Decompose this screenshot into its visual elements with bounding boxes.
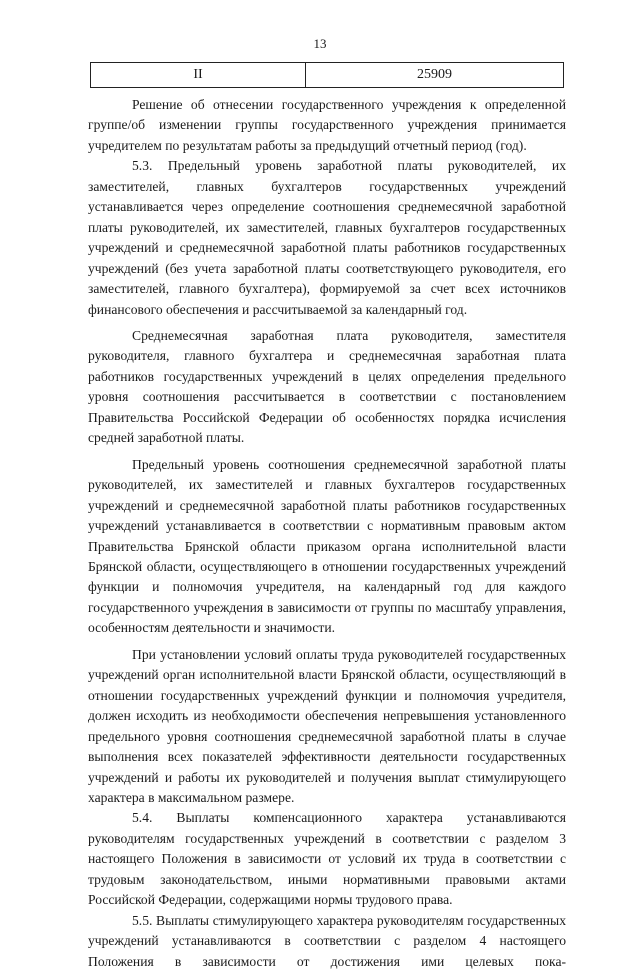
paragraph-conditions: При установлении условий оплаты труда руководителей государственных учреждений орган исполнительной власти Брянской области, осуществляющий в отношении государственных учреждений функции и полномочия учредителя, должен исходить из необходимости обеспечения непревышения установленного предельного уровня соотношения среднемесячной заработной платы в случае выполнения всех показателей эффективности деятельности государственных учреждений и работы их руководителей и получения выплат стимулирующего характера в максимальном размере. [88, 646, 566, 805]
group-cell: II [91, 63, 306, 88]
paragraph-5-3: 5.3. Предельный уровень заработной платы руководителей, их заместителей, главных бухгалтеров государственных учреждений устанавливается через определение соотношения среднемесячной заработной платы руководителей, их заместителей, главных бухгалтеров государственных учреждений и среднемесячной заработной платы работников государственных учреждений (без учета заработной платы соответствующего руководителя, его заместителей, главного бухгалтера), формируемой за счет всех источников финансового обеспечения и рассчитываемой за календарный год. [88, 158, 566, 317]
paragraph-5-4: 5.4. Выплаты компенсационного характера устанавливаются руководителям государственных учреждений в соответствии с разделом 3 настоящего Положения в зависимости от условий их труда в соответствии с трудовым законодательством, иными нормативными правовыми актами Российской Федерации, содержащими нормы трудового права. [88, 810, 566, 908]
group-table [90, 62, 564, 88]
paragraph-5-5: 5.5. Выплаты стимулирующего характера руководителям государственных учреждений устанавливаются в соответствии с разделом 4 настоящего Положения в зависимости от достижения ими целевых пока- [88, 912, 566, 969]
value-cell: 25909 [306, 63, 564, 88]
paragraph-average-salary: Среднемесячная заработная плата руководителя, заместителя руководителя, главного бухгалтера и среднемесячная заработная плата работников государственных учреждений в целях определения предельного уровня соотношения рассчитывается в соответствии с постановлением Правительства Российской Федерации об особенностях порядка исчисления средней заработной платы. [88, 327, 566, 446]
paragraph-ratio-limit: Предельный уровень соотношения среднемесячной заработной платы руководителей, их заместителей и главных бухгалтеров государственных учреждений и среднемесячной заработной платы работников государственных учреждений устанавливается в соответствии с нормативным правовым актом Правительства Брянской области приказом органа исполнительной власти Брянской области, осуществляющего в отношении государственных учреждений функции и полномочия учредителя, на календарный год для каждого государственного учреждения в зависимости от группы по масштабу управления, особенностям деятельности и значимости. [88, 456, 566, 636]
table-row [91, 63, 564, 88]
paragraph-decision: Решение об отнесении государственного учреждения к определенной группе/об изменении группы государственного учреждения принимается учредителем по результатам работы за предыдущий отчетный период (год). [88, 97, 566, 153]
page-number: 13 [313, 36, 327, 51]
body-text [88, 95, 566, 972]
